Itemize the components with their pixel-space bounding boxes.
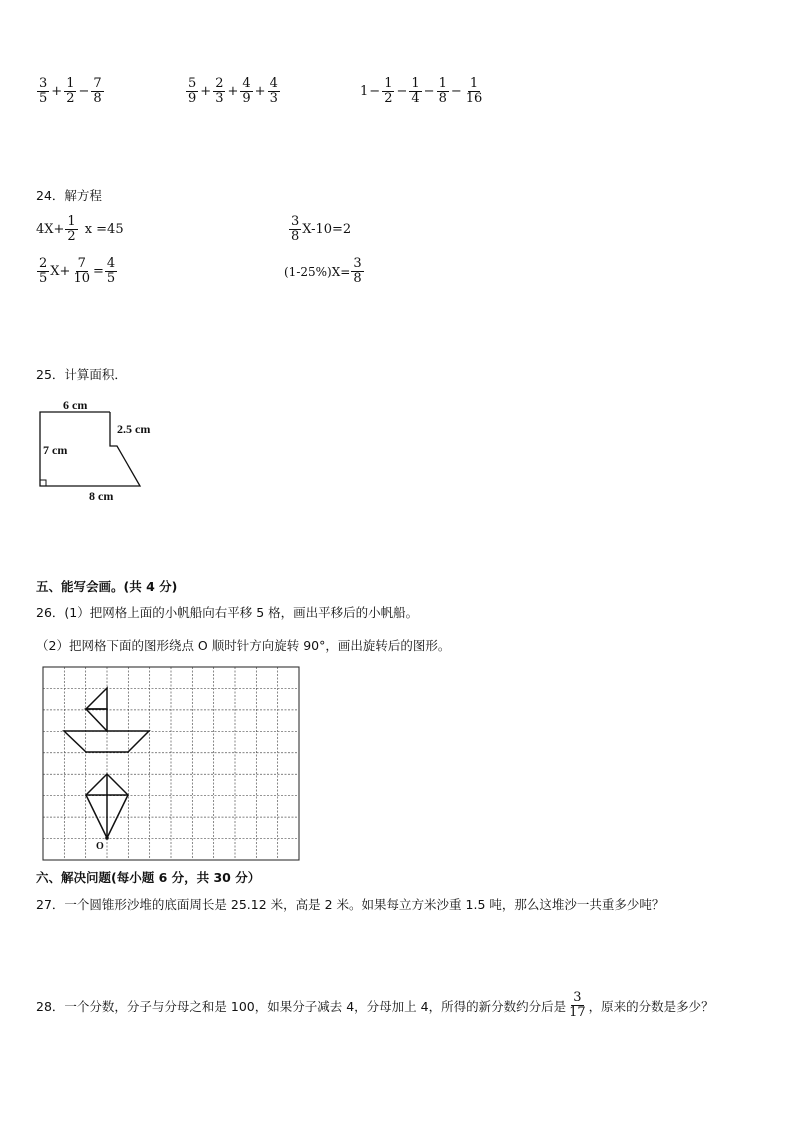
calc-expression-1: $\frac{3}{5}$ + $\frac{1}{2}$ − $\frac{7}{8}$ <box>39 76 102 106</box>
question-26-line-1: 26．(1）把网格上面的小帆船向右平移 5 格，画出平移后的小帆船。 <box>36 605 419 620</box>
section-5-title: 五、能写会画。(共 4 分) <box>36 579 178 594</box>
equation-4: (1-25%)X= $\frac{3}{8}$ <box>284 256 362 286</box>
label-bottom: 8 cm <box>89 489 114 503</box>
sail-upper <box>86 688 107 709</box>
calc-expression-2: $\frac{5}{9}$ + $\frac{2}{3}$ + $\frac{4}{9}$ + $\frac{4}{3}$ <box>188 76 278 106</box>
fraction: $\frac{3}{8}$ <box>291 214 300 244</box>
fraction: $\frac{1}{2}$ <box>66 76 75 106</box>
lead-number: 1 <box>360 84 369 99</box>
fraction: $\frac{4}{3}$ <box>269 76 278 106</box>
fraction: $\frac{7}{8}$ <box>93 76 102 106</box>
equation-1: 4X+ $\frac{1}{2}$ x =45 <box>36 214 124 244</box>
fraction: $\frac{2}{5}$ <box>39 256 48 286</box>
fraction: $\frac{2}{3}$ <box>215 76 224 106</box>
calc-expression-3: 1 − $\frac{1}{2}$ − $\frac{1}{4}$ − $\frac{1}{8}$ − $\frac{1}{16}$ <box>360 76 483 106</box>
question-25-title: 25．计算面积． <box>36 367 127 382</box>
right-angle-mark <box>40 480 46 486</box>
section-6-title: 六、解决问题(每小题 6 分，共 30 分） <box>36 870 261 885</box>
fraction: $\frac{4}{5}$ <box>106 256 116 286</box>
kite-shape <box>86 774 128 838</box>
sail-lower <box>86 709 107 731</box>
point-o <box>105 836 109 840</box>
fraction: $\frac{1}{2}$ <box>67 214 76 244</box>
label-slant: 2.5 cm <box>117 422 151 436</box>
grid-figure <box>38 663 303 863</box>
grid-lines <box>43 667 299 860</box>
fraction: $\frac{1}{4}$ <box>411 76 420 106</box>
question-24-title: 24．解方程 <box>36 188 102 203</box>
fraction: $\frac{1}{8}$ <box>438 76 447 106</box>
equation-3: $\frac{2}{5}$ X+ $\frac{7}{10}$ = $\frac{4}{5}$ <box>39 256 116 286</box>
question-28-text-b: ，原来的分数是多少？ <box>588 998 714 1014</box>
fraction: $\frac{1}{2}$ <box>384 76 393 106</box>
equation-2: $\frac{3}{8}$ X-10=2 <box>291 214 352 244</box>
question-28 <box>36 991 714 1020</box>
label-left: 7 cm <box>43 443 68 457</box>
fraction: $\frac{5}{9}$ <box>188 76 197 106</box>
question-26-line-2: （2）把网格下面的图形绕点 O 顺时针方向旋转 90°，画出旋转后的图形。 <box>36 638 451 653</box>
fraction: $\frac{7}{10}$ <box>73 256 90 286</box>
boat-hull <box>64 731 149 752</box>
label-top: 6 cm <box>63 398 88 412</box>
point-o-label: O <box>96 841 104 852</box>
fraction: $\frac{3}{5}$ <box>39 76 48 106</box>
sailboat <box>64 688 149 752</box>
fraction: $\frac{3}{17}$ <box>569 990 586 1020</box>
fraction: $\frac{4}{9}$ <box>242 76 251 106</box>
question-28-text-a: 28．一个分数，分子与分母之和是 100，如果分子减去 4，分母加上 4，所得的新分数约分后是 <box>36 998 567 1014</box>
question-27: 27．一个圆锥形沙堆的底面周长是 25.12 米，高是 2 米。如果每立方米沙重 1.5 吨，那么这堆沙一共重多少吨？ <box>36 897 665 912</box>
fraction: $\frac{1}{16}$ <box>465 76 483 106</box>
fraction: $\frac{3}{8}$ <box>353 256 362 286</box>
